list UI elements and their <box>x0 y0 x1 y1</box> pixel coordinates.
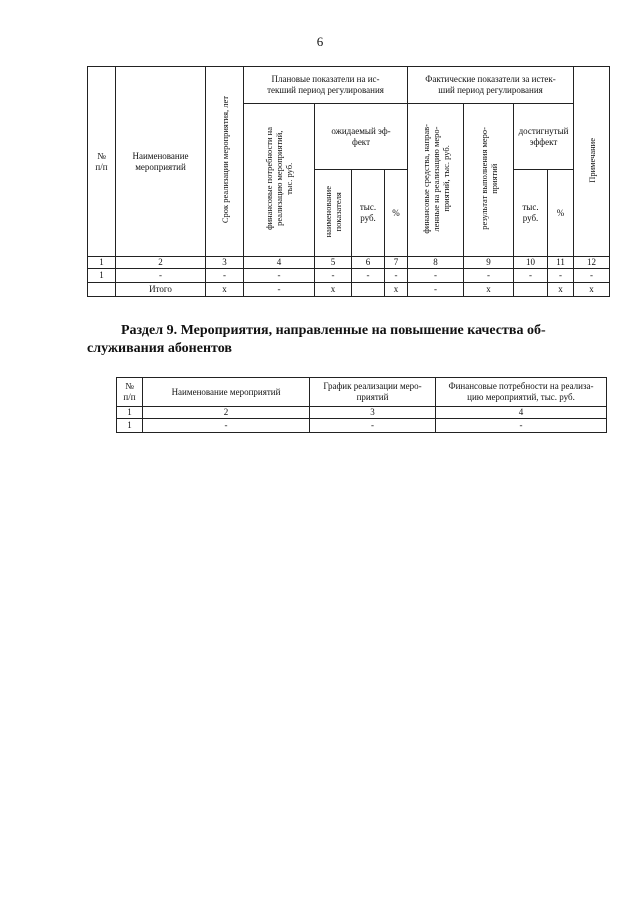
header-planned-effect-name: наименование показателя <box>315 170 352 257</box>
header-actual-effect-pct: % <box>548 170 574 257</box>
table-cell: х <box>385 283 408 297</box>
header-term: Срок реализации мероприятия, лет <box>206 67 244 257</box>
section-9-title: Раздел 9. Мероприятия, направленные на повышение качества об- служивания абонентов <box>87 323 546 356</box>
table-cell: - <box>206 269 244 283</box>
header-planned-fin: финансовые потребности на реализацию мероприятий, тыс. руб. <box>244 104 315 257</box>
table-cell: х <box>574 283 610 297</box>
table-cell: - <box>352 269 385 283</box>
col-number: 10 <box>514 257 548 269</box>
table-cell: - <box>464 269 514 283</box>
header-note: Примечание <box>574 67 610 257</box>
header-finance: Финансовые потребности на реализа- цию мероприятий, тыс. руб. <box>436 378 607 407</box>
planned-actual-indicators-table <box>87 66 610 297</box>
col-number: 11 <box>548 257 574 269</box>
table-cell: - <box>385 269 408 283</box>
table-row <box>88 269 610 283</box>
col-number: 2 <box>116 257 206 269</box>
table-cell: - <box>408 269 464 283</box>
table-cell <box>88 283 116 297</box>
table-cell: - <box>116 269 206 283</box>
col-number: 4 <box>244 257 315 269</box>
col-number: 2 <box>143 407 310 419</box>
table-cell: 1 <box>88 269 116 283</box>
table-cell <box>352 283 385 297</box>
header-actual-group: Фактические показатели за истек- ший период регулирования <box>408 67 574 104</box>
col-number: 4 <box>436 407 607 419</box>
table-cell: 1 <box>117 419 143 433</box>
header-actual-funds: финансовые средства, направ- ленные на реализацию меро- приятий, тыс. руб. <box>408 104 464 257</box>
col-number: 6 <box>352 257 385 269</box>
table-cell: - <box>244 269 315 283</box>
table-cell: - <box>436 419 607 433</box>
header-planned-effect-pct: % <box>385 170 408 257</box>
header-planned-effect-rub: тыс. руб. <box>352 170 385 257</box>
col-number: 5 <box>315 257 352 269</box>
header-schedule: График реализации меро- приятий <box>310 378 436 407</box>
col-number: 8 <box>408 257 464 269</box>
table-cell: - <box>143 419 310 433</box>
table-cell: х <box>548 283 574 297</box>
header-name: Наименование мероприятий <box>143 378 310 407</box>
table-cell: - <box>244 283 315 297</box>
header-name: Наименование мероприятий <box>116 67 206 257</box>
column-numbers-row <box>88 257 610 269</box>
header-actual-effect-rub: тыс. руб. <box>514 170 548 257</box>
service-quality-measures-table <box>116 377 607 433</box>
col-number: 7 <box>385 257 408 269</box>
col-number: 9 <box>464 257 514 269</box>
col-number: 3 <box>206 257 244 269</box>
table-cell: х <box>464 283 514 297</box>
table-cell: - <box>310 419 436 433</box>
header-planned-effect: ожидаемый эф- фект <box>315 104 408 170</box>
header-actual-result: результат выполнения меро- приятий <box>464 104 514 257</box>
table-cell: х <box>206 283 244 297</box>
header-planned-group: Плановые показатели на ис- текший период регулирования <box>244 67 408 104</box>
page-number: 6 <box>316 34 324 49</box>
table-cell: - <box>574 269 610 283</box>
header-num: № п/п <box>117 378 143 407</box>
col-number: 1 <box>117 407 143 419</box>
table-cell: - <box>548 269 574 283</box>
col-number: 3 <box>310 407 436 419</box>
table-cell: - <box>408 283 464 297</box>
col-number: 1 <box>88 257 116 269</box>
col-number: 12 <box>574 257 610 269</box>
header-actual-effect: достигнутый эффект <box>514 104 574 170</box>
table-cell: х <box>315 283 352 297</box>
total-row <box>88 283 610 297</box>
column-numbers-row <box>117 407 607 419</box>
table-row <box>117 419 607 433</box>
table-cell <box>514 283 548 297</box>
table-cell: - <box>514 269 548 283</box>
table-cell: - <box>315 269 352 283</box>
header-num: № п/п <box>88 67 116 257</box>
table-cell: Итого <box>116 283 206 297</box>
